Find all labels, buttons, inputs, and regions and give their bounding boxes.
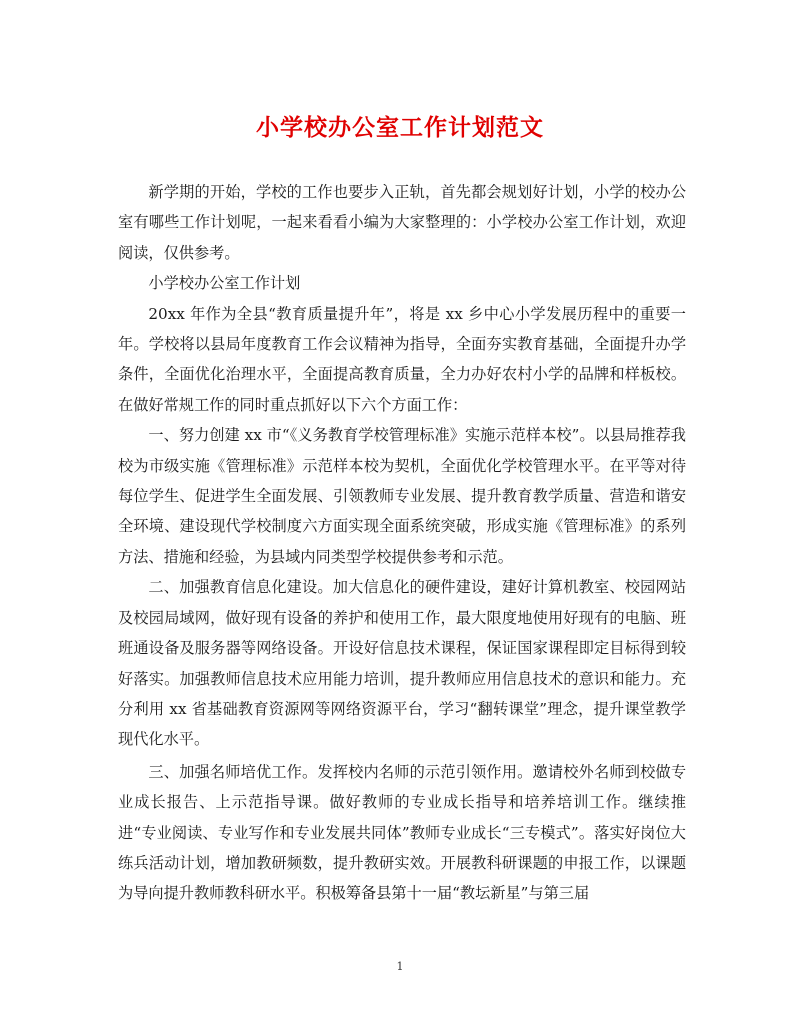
item-two-paragraph: 二、加强教育信息化建设。加大信息化的硬件建设，建好计算机教室、校园网站及校园局域网，做好现有设备的养护和使用工作，最大限度地使用好现有的电脑、班班通设备及服务器等网络设备。开设好信息技术课程，保证国家课程即定目标得到较好落实。加强教师信息技术应用能力培训，提升教师应用信息技术的意识和能力。充分利用 xx 省基础教育资源网等网络资源平台，学习“翻转课堂”理念，提升课堂教学现代化水平。: [118, 578, 686, 749]
document-title: 小学校办公室工作计划范文: [256, 114, 544, 141]
item-one-paragraph: 一、努力创建 xx 市“《义务教育学校管理标准》实施示范样本校”。以县局推荐我校为市级实施《管理标准》示范样本校为契机，全面优化学校管理水平。在平等对待每位学生、促进学生全面发展、引领教师专业发展、提升教育教学质量、营造和谐安全环境、建设现代学校制度六方面实现全面系统突破，形成实施《管理标准》的系列方法、措施和经验，为县域内同类型学校提供参考和示范。: [118, 426, 686, 566]
intro-paragraph: 新学期的开始，学校的工作也要步入正轨，首先都会规划好计划，小学的校办公室有哪些工作计划呢，一起来看看小编为大家整理的：小学校办公室工作计划，欢迎阅读，仅供参考。: [118, 183, 686, 262]
document-body: [118, 177, 686, 909]
overview-paragraph: 20xx 年作为全县“教育质量提升年”，将是 xx 乡中心小学发展历程中的重要一年。学校将以县局年度教育工作会议精神为指导，全面夯实教育基础，全面提升办学条件，全面优化治理水平，全面提高教育质量，全力办好农村小学的品牌和样板校。在做好常规工作的同时重点抓好以下六个方面工作：: [118, 304, 686, 414]
page-number: 1: [396, 960, 404, 973]
item-three-paragraph: 三、加强名师培优工作。发挥校内名师的示范引领作用。邀请校外名师到校做专业成长报告、上示范指导课。做好教师的专业成长指导和培养培训工作。继续推进“专业阅读、专业写作和专业发展共同体”教师专业成长“三专模式”。落实好岗位大练兵活动计划，增加教研频数，提升教研实效。开展教科研课题的申报工作，以课题为导向提升教师教科研水平。积极筹备县第十一届“教坛新星”与第三届: [118, 762, 686, 903]
section-subheading: 小学校办公室工作计划: [148, 274, 301, 293]
